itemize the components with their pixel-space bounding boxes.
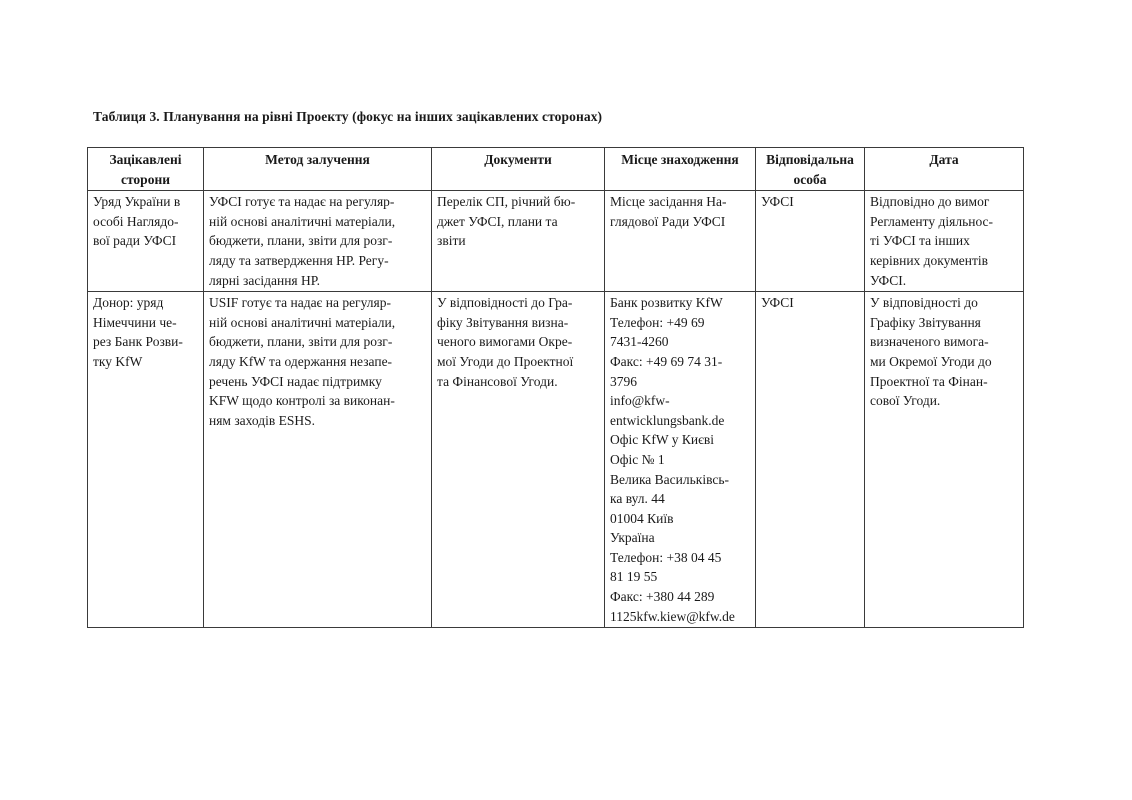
cell-stakeholder: Уряд України в особі Наглядо- вої ради УФСІ bbox=[88, 191, 204, 292]
cell-responsible: УФСІ bbox=[756, 191, 865, 292]
cell-date: Відповідно до вимог Регламенту діяльнос- ті УФСІ та інших керівних документів УФСІ. bbox=[865, 191, 1024, 292]
header-stakeholders: Зацікавлені сторони bbox=[88, 148, 204, 191]
cell-documents: У відповідності до Гра- фіку Звітування визна- ченого вимогами Окре- мої Угоди до Проектної та Фінансової Угоди. bbox=[432, 292, 605, 628]
cell-date: У відповідності до Графіку Звітування визначеного вимога- ми Окремої Угоди до Проектної та Фінан- сової Угоди. bbox=[865, 292, 1024, 628]
cell-method: УФСІ готує та надає на регуляр- ній основі аналітичні матеріали, бюджети, плани, звіти для розг- ляду та затвердження НР. Регу- лярні засідання НР. bbox=[204, 191, 432, 292]
table-row bbox=[88, 292, 1024, 628]
header-date: Дата bbox=[865, 148, 1024, 191]
header-responsible: Відповідальна особа bbox=[756, 148, 865, 191]
table-row bbox=[88, 191, 1024, 292]
cell-stakeholder: Донор: уряд Німеччини че- рез Банк Розви- тку KfW bbox=[88, 292, 204, 628]
cell-location: Місце засідання На- глядової Ради УФСІ bbox=[605, 191, 756, 292]
table-caption: Таблиця 3. Планування на рівні Проекту (фокус на інших зацікавлених сторонах) bbox=[93, 109, 603, 124]
header-location: Місце знаходження bbox=[605, 148, 756, 191]
planning-table bbox=[87, 147, 1024, 628]
cell-method: USIF готує та надає на регуляр- ній основі аналітичні матеріали, бюджети, плани, звіти для розг- ляду KfW та одержання незапе- речень УФСІ надає підтримку KFW щодо контролі за виконан- ням заходів ESHS. bbox=[204, 292, 432, 628]
cell-location: Банк розвитку KfW Телефон: +49 69 7431-4260 Факс: +49 69 74 31- 3796 info@kfw- entwicklungsbank.de Офіс KfW у Києві Офіс № 1 Велика Васильківсь- ка вул. 44 01004 Київ Україна Телефон: +38 04 45 81 19 55 Факс: +380 44 289 1125kfw.kiew@kfw.de bbox=[605, 292, 756, 628]
header-engagement-method: Метод залучення bbox=[204, 148, 432, 191]
header-documents: Документи bbox=[432, 148, 605, 191]
cell-responsible: УФСІ bbox=[756, 292, 865, 628]
cell-documents: Перелік СП, річний бю- джет УФСІ, плани та звіти bbox=[432, 191, 605, 292]
table-header-row bbox=[88, 148, 1024, 191]
